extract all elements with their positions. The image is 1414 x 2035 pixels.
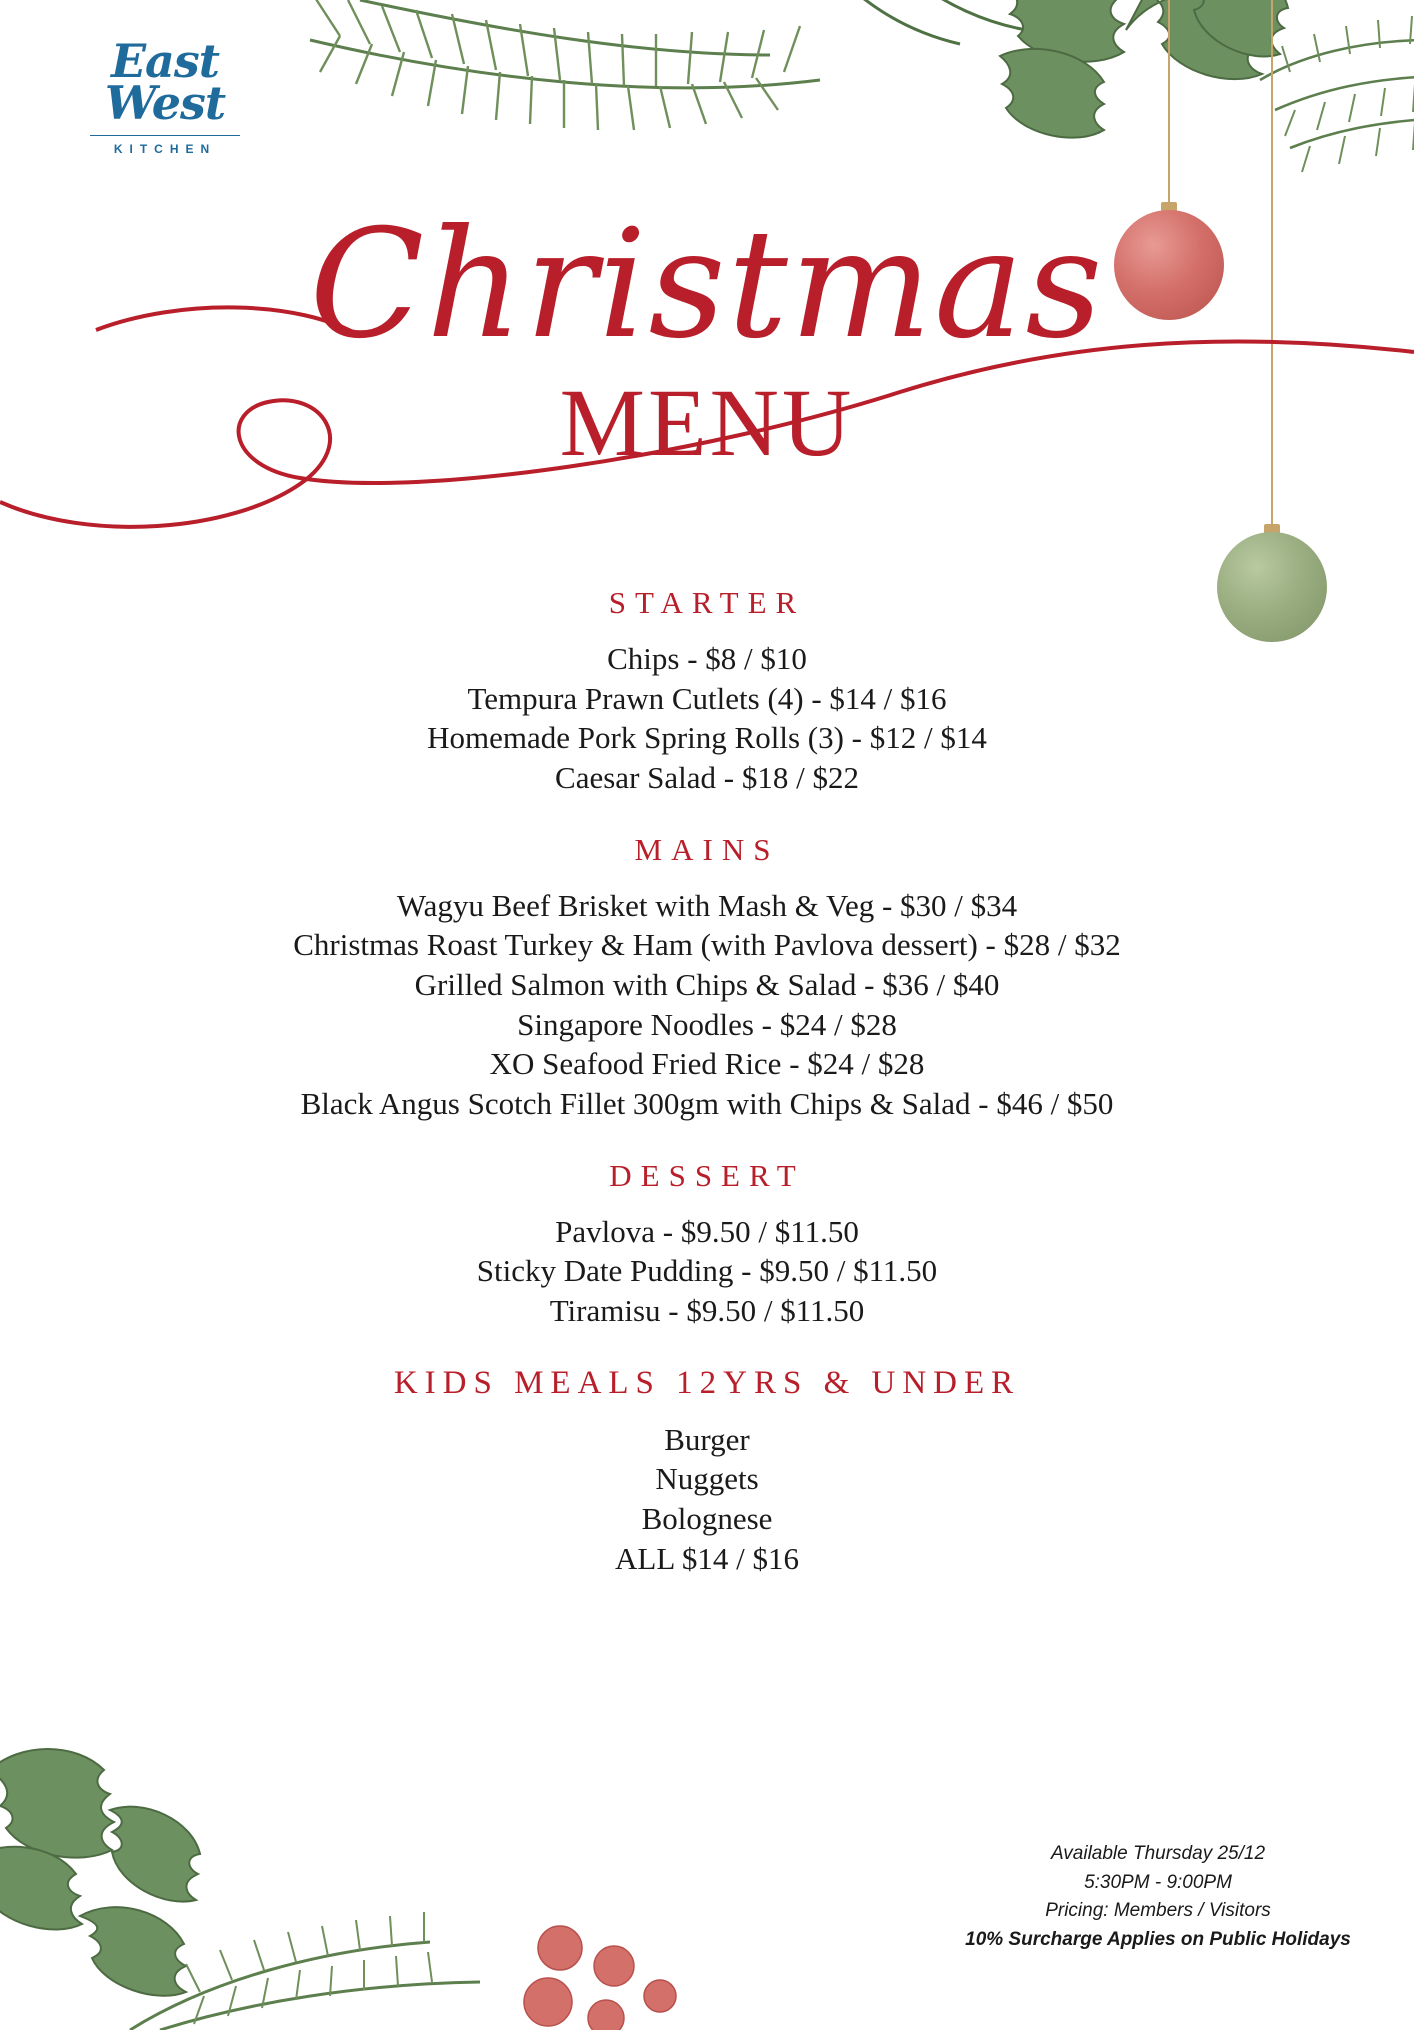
- menu-section-kids: [0, 1365, 1414, 1579]
- logo-line-1: East: [110, 34, 219, 88]
- menu-title-block: [0, 200, 1414, 530]
- holly-branch-decoration-bottom: [0, 1730, 740, 2030]
- menu-section-dessert: [0, 1158, 1414, 1331]
- menu-item: XO Seafood Fried Rice - $24 / $28: [489, 1046, 925, 1082]
- menu-item: Burger: [664, 1421, 750, 1457]
- menu-section-mains: [0, 832, 1414, 1124]
- logo-subtitle: KITCHEN: [113, 142, 217, 157]
- logo-line-2: West: [104, 76, 226, 131]
- menu-item: ALL $14 / $16: [615, 1540, 799, 1576]
- footnote-time: 5:30PM - 9:00PM: [1084, 1871, 1232, 1893]
- menu-item: Bolognese: [641, 1501, 773, 1537]
- menu-item: Caesar Salad - $18 / $22: [555, 760, 859, 796]
- section-heading-starter: STARTER: [608, 585, 806, 620]
- menu-item: Grilled Salmon with Chips & Salad - $36 / $40: [414, 967, 1000, 1003]
- section-heading-dessert: DESSERT: [609, 1157, 805, 1193]
- menu-word: MENU: [559, 369, 855, 476]
- menu-item: Sticky Date Pudding - $9.50 / $11.50: [476, 1253, 938, 1289]
- menu-item: Christmas Roast Turkey & Ham (with Pavlova dessert) - $28 / $32: [293, 927, 1121, 963]
- script-title: Christmas: [309, 198, 1105, 372]
- logo-divider: [90, 135, 240, 137]
- brand-logo: [60, 34, 270, 157]
- menu-item: Wagyu Beef Brisket with Mash & Veg - $30 / $34: [396, 887, 1018, 923]
- footnote-block: [948, 1840, 1368, 1954]
- menu-item: Nuggets: [655, 1461, 759, 1497]
- section-heading-kids: KIDS MEALS 12YRS & UNDER: [393, 1364, 1021, 1401]
- footnote-pricing: Pricing: Members / Visitors: [1045, 1900, 1271, 1921]
- menu-item: Homemade Pork Spring Rolls (3) - $12 / $14: [427, 720, 987, 756]
- menu-item: Black Angus Scotch Fillet 300gm with Chips & Salad - $46 / $50: [300, 1086, 1114, 1122]
- menu-item: Chips - $8 / $10: [607, 641, 807, 676]
- menu-item: Tiramisu - $9.50 / $11.50: [549, 1293, 865, 1329]
- menu-item: Singapore Noodles - $24 / $28: [517, 1006, 897, 1042]
- footnote-availability: Available Thursday 25/12: [1050, 1843, 1266, 1864]
- menu-content: [0, 585, 1414, 1612]
- footnote-surcharge: 10% Surcharge Applies on Public Holidays: [965, 1928, 1351, 1950]
- menu-section-starter: [0, 585, 1414, 798]
- menu-item: Pavlova - $9.50 / $11.50: [555, 1213, 859, 1249]
- section-heading-mains: MAINS: [634, 831, 780, 867]
- menu-item: Tempura Prawn Cutlets (4) - $14 / $16: [467, 680, 947, 716]
- ornament-string-red: [1168, 0, 1170, 208]
